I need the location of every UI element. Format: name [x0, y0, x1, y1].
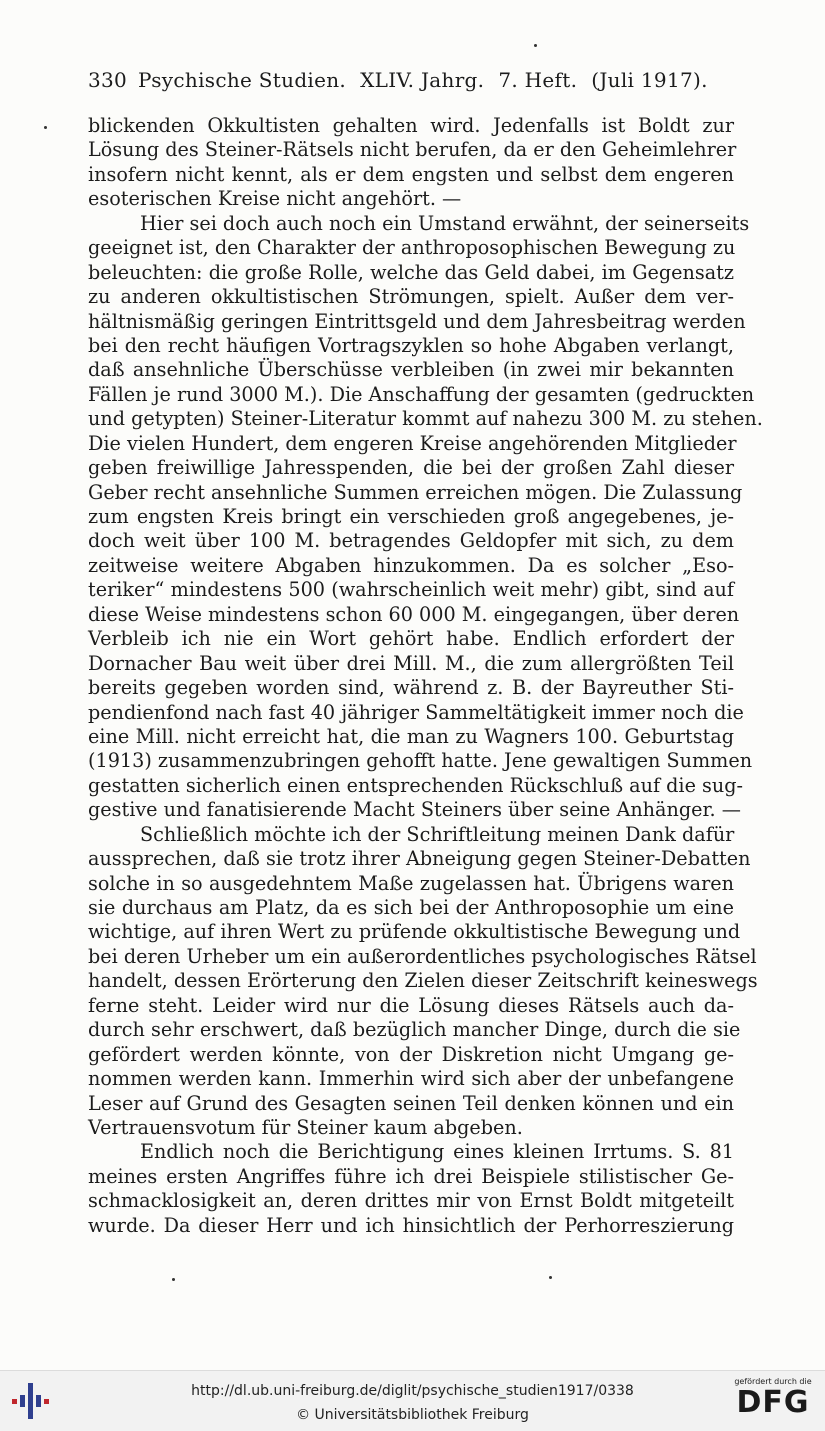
text-line: Dornacher Bau weit über drei Mill. M., die zum allergrößten Teil [88, 651, 734, 675]
text-line: schmacklosigkeit an, deren drittes mir von Ernst Boldt mitgeteilt [88, 1189, 734, 1213]
text-line: Vertrauensvotum für Steiner kaum abgeben. [88, 1115, 523, 1139]
dfg-caption: gefördert durch die [734, 1377, 812, 1386]
text-line: teriker“ mindestens 500 (wahrscheinlich weit mehr) gibt, sind auf [88, 578, 734, 602]
text-line: bei deren Urheber um ein außerordentliches psychologisches Rätsel [88, 944, 757, 968]
scan-speck [172, 1278, 175, 1281]
text-line: Schließlich möchte ich der Schriftleitung meinen Dank dafür [140, 822, 735, 846]
scan-speck [44, 126, 47, 129]
text-line: blickenden Okkultisten gehalten wird. Jedenfalls ist Boldt zur [88, 114, 734, 137]
running-header [88, 68, 728, 92]
text-line: geeignet ist, den Charakter der anthroposophischen Bewegung zu [88, 236, 736, 260]
dfg-logo [731, 1377, 815, 1425]
text-line: Die vielen Hundert, dem engeren Kreise angehörenden Mitglieder [88, 431, 737, 455]
text-line: Verbleib ich nie ein Wort gehört habe. Endlich erfordert der [88, 627, 734, 651]
text-line: zu anderen okkultistischen Strömungen, spielt. Außer dem ver- [88, 285, 734, 309]
text-line: hältnismäßig geringen Eintrittsgeld und dem Jahresbeitrag werden [88, 309, 746, 333]
text-line: ferne steht. Leider wird nur die Lösung dieses Rätsels auch da- [88, 993, 734, 1017]
text-line: meines ersten Angriffes führe ich drei Beispiele stilistischer Ge- [88, 1164, 734, 1188]
text-line: Leser auf Grund des Gesagten seinen Teil denken können und ein [88, 1091, 734, 1115]
text-line: durch sehr erschwert, daß bezüglich mancher Dinge, durch die sie [88, 1018, 741, 1042]
text-line: pendienfond nach fast 40 jähriger Sammeltätigkeit immer noch die [88, 700, 744, 724]
text-line: (1913) zusammenzubringen gehofft hatte. Jene gewaltigen Summen [88, 749, 753, 773]
text-line: Hier sei doch auch noch ein Umstand erwähnt, der seinerseits [140, 211, 750, 235]
text-line: nommen werden kann. Immerhin wird sich aber der unbefangene [88, 1067, 734, 1091]
text-line: wichtige, auf ihren Wert zu prüfende okkultistische Bewegung und [88, 920, 741, 944]
dfg-logo-mark: DFG [736, 1385, 810, 1420]
text-line: handelt, dessen Erörterung den Zielen dieser Zeitschrift keineswegs [88, 969, 758, 993]
article-body [88, 114, 763, 1238]
text-line: bei den recht häufigen Vortragszyklen so hohe Abgaben verlangt, [88, 333, 734, 357]
scan-speck [534, 44, 537, 47]
text-line: solche in so ausgedehntem Maße zugelassen hat. Übrigens waren [88, 871, 734, 895]
volume-label: XLIV. Jahrg. [360, 68, 485, 92]
text-line: bereits gegeben worden sind, während z. B. der Bayreuther Sti- [88, 676, 734, 700]
text-line: Endlich noch die Berichtigung eines kleinen Irrtums. S. 81 [140, 1140, 734, 1164]
text-line: aussprechen, daß sie trotz ihrer Abneigung gegen Steiner-Debatten [88, 847, 751, 871]
text-line: gefördert werden könnte, von der Diskretion nicht Umgang ge- [88, 1042, 734, 1066]
text-line: geben freiwillige Jahresspenden, die bei der großen Zahl dieser [88, 456, 734, 480]
text-line: doch weit über 100 M. betragendes Geldopfer mit sich, zu dem [88, 529, 734, 553]
issue-label: 7. Heft. [498, 68, 578, 92]
text-line: insofern nicht kennt, als er dem engsten und selbst dem engeren [88, 162, 734, 186]
copyright-notice: © Universitätsbibliothek Freiburg [296, 1407, 529, 1423]
text-line: zeitweise weitere Abgaben hinzukommen. Da es solcher „Eso- [88, 553, 734, 577]
text-line: gestive und fanatisierende Macht Steiners über seine Anhänger. — [88, 798, 741, 822]
text-line: Fällen je rund 3000 M.). Die Anschaffung der gesamten (gedruckten [88, 382, 755, 406]
text-line: sie durchaus am Platz, da es sich bei der Anthroposophie um eine [88, 896, 734, 919]
journal-title: Psychische Studien. [138, 68, 347, 92]
text-line: beleuchten: die große Rolle, welche das Geld dabei, im Gegensatz [88, 260, 734, 284]
text-line: diese Weise mindestens schon 60 000 M. eingegangen, über deren [88, 602, 740, 626]
text-line: zum engsten Kreis bringt ein verschieden groß angegebenes, je- [88, 505, 734, 528]
text-line: eine Mill. nicht erreicht hat, die man zu Wagners 100. Geburtstag [88, 724, 734, 748]
viewer-footer [0, 1370, 825, 1431]
text-line: und getypten) Steiner-Literatur kommt auf nahezu 300 M. zu stehen. [88, 407, 763, 431]
text-line: Lösung des Steiner-Rätsels nicht berufen, da er den Geheimlehrer [88, 138, 737, 162]
scan-speck [549, 1276, 552, 1279]
text-line: wurde. Da dieser Herr und ich hinsichtlich der Perhorreszierung [88, 1213, 734, 1237]
text-line: Geber recht ansehnliche Summen erreichen mögen. Die Zulassung [88, 480, 743, 504]
text-line: daß ansehnliche Überschüsse verbleiben (in zwei mir bekannten [88, 358, 734, 382]
issue-date: (Juli 1917). [591, 68, 708, 92]
text-line: esoterischen Kreise nicht angehört. — [88, 187, 462, 211]
text-line: gestatten sicherlich einen entsprechenden Rückschluß auf die sug- [88, 773, 743, 797]
page-number: 330 [88, 68, 128, 92]
source-url-link[interactable]: http://dl.ub.uni-freiburg.de/diglit/psychische_studien1917/0338 [191, 1383, 634, 1399]
